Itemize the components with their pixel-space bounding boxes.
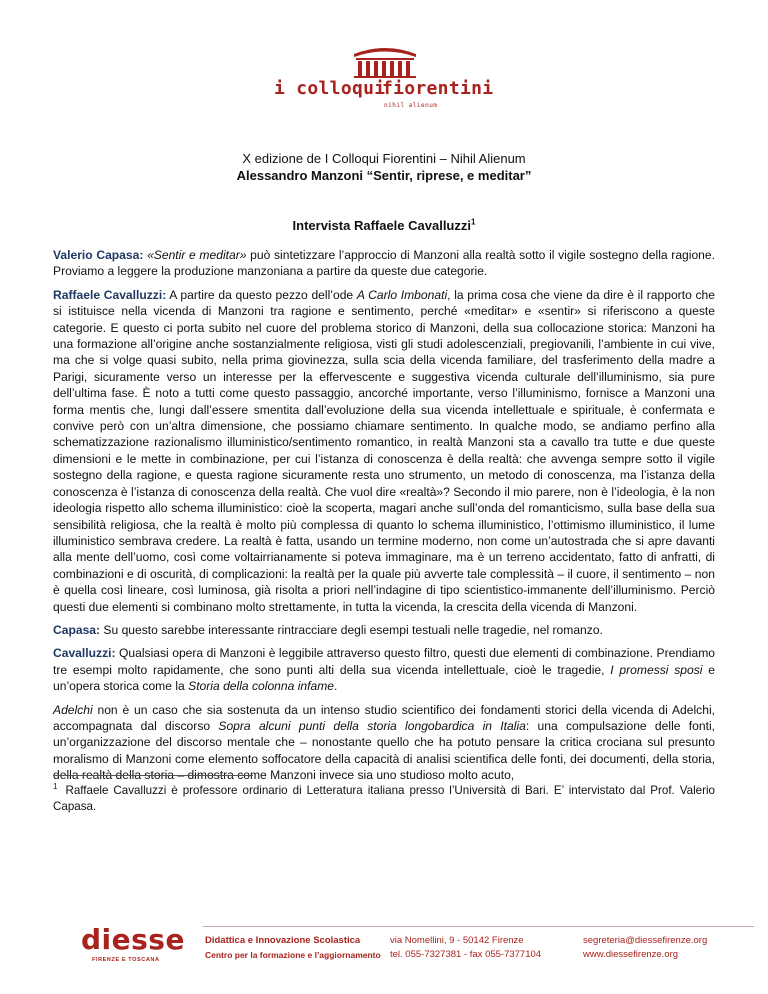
paragraph-4 bbox=[53, 645, 715, 694]
interview-heading-text: Intervista Raffaele Cavalluzzi bbox=[292, 218, 471, 233]
paragraph-2 bbox=[53, 287, 715, 615]
emphasis: Adelchi bbox=[53, 702, 93, 717]
footnote bbox=[53, 783, 715, 815]
interview-body bbox=[53, 247, 715, 791]
speaker-label: Cavalluzzi: bbox=[53, 646, 116, 661]
header-logo bbox=[0, 36, 768, 116]
footer-org-desc: Centro per la formazione e l’aggiornamento bbox=[205, 950, 381, 960]
footer-org-name: Didattica e Innovazione Scolastica bbox=[205, 935, 361, 946]
diesse-logo: diesse bbox=[81, 923, 185, 956]
paragraph-5 bbox=[53, 702, 715, 784]
logo-text-left: i colloqui bbox=[274, 78, 386, 99]
footer-email-link[interactable]: segreteria@diessefirenze.org bbox=[583, 935, 708, 946]
speaker-label: Raffaele Cavalluzzi: bbox=[53, 287, 167, 302]
footer-organization bbox=[205, 934, 381, 962]
paragraph-text: Qualsiasi opera di Manzoni è leggibile attraverso questo filtro, questi due elementi di combinazione. Prendiamo tre esempi molto rapidamente, che sono punti alti della sua vicenda intellettuale, cioè le tragedie, bbox=[53, 646, 715, 677]
title-line-2: Alessandro Manzoni “Sentir, riprese, e meditar” bbox=[236, 168, 532, 183]
paragraph-1 bbox=[53, 247, 715, 280]
paragraph-text: non è un caso che sia sostenuta da un intenso studio scientifico dei fondamenti storici della vicenda di Adelchi, accompagnata dal discorso bbox=[53, 702, 715, 733]
footnote-number: 1 bbox=[53, 782, 58, 792]
interview-heading bbox=[0, 218, 768, 233]
logo-subtitle: nihil alienum bbox=[384, 102, 438, 109]
speaker-label: Capasa: bbox=[53, 622, 101, 637]
paragraph-text: Su questo sarebbe interessante rintracciare degli esempi testuali nelle tragedie, nel romanzo. bbox=[100, 622, 603, 637]
emphasis: I promessi sposi bbox=[610, 662, 703, 677]
paragraph-text: , la prima cosa che viene da dire è il rapporto che si istituisce nella vicenda di Manzoni tra ragione e sentimento, perché «meditar» e «sentir» si riferiscono a queste categorie. E questo ci porta subito nel cuore del problema storico di Manzoni, della sua collocazione storica: Manzoni ha una formazione all’origine anche sostanzialmente religiosa, visti gli studi adolescenziali, pregiovanili, l’ambiente in cui vive, ma che si volge quasi subito, nella prima giovinezza, sulla scia della vicenda familiare, del trasferimento della madre a Parigi, sicuramente verso un interesse per la effervescente e suggestiva vicenda culturale dell’illuminismo, sia pure dell’ultima fase. È noto a tutti come questo passaggio, ancorché importante, verso l’illuminismo, fornisce a Manzoni una forma mentis che, lungi dall’essere smentita dall’evoluzione della sua vicenda intellettuale e spirituale, è confermata e convive però con un’altra dimensione, che possiamo chiamare sentimento. In qualche modo, se andiamo perfino alla schematizzazione razionalismo illuministico/sentimento romantico, in realtà Manzoni sta a cavallo tra tutte e due queste dimensioni e le mette in combinazione, per cui l’istanza di conoscenza è della realtà: che avvenga sempre sotto il vigile sostegno della ragione, e questa ragione sicuramente resta uno strumento, un metodo di conoscenza, ma l’istanza della conoscenza è l’istanza di conoscenza della realtà. Che vuol dire «realtà»? Secondo il mio parere, non è l’ideologia, è la non ideologia rispetto allo schema illuministico: cioè la scoperta, magari anche sull’onda del romanticismo, sulla base della sua sensibilità religiosa, che la realtà è molto più complessa di quanto lo schema illuministico, l’ottimismo illuministico, il lume illuministico sembrava credere. La realtà è fatta, usando un termine moderno, non come un’autostrada che si apre davanti alla mente dell’uomo, così come voltairrianamente si poteva immaginare, ma è un terreno accidentato, fatto di anfratti, di combinazioni e di oscurità, di complicazioni: la realtà per la quale più avverte tale complessità – il cuore, il sentimento – non è quella così lineare, così luminosa, già risolta a priori nell’indagine di tipo scientistico-immanente dell’illuminismo. Perciò questi due elementi si combinano molto strettamente, in tutta la vicenda, la crescita della vicenda di Manzoni. bbox=[53, 287, 715, 614]
footnote-divider bbox=[53, 775, 253, 776]
footer-street: via Nomellini, 9 - 50142 Firenze bbox=[390, 935, 524, 946]
footer-address bbox=[390, 934, 541, 962]
footnote-ref: 1 bbox=[471, 217, 476, 227]
footer-website-link[interactable]: www.diessefirenze.org bbox=[583, 949, 679, 960]
document-title bbox=[0, 150, 768, 184]
paragraph-text: . bbox=[334, 679, 338, 694]
footer-divider bbox=[203, 926, 754, 927]
logo-text-right: fiorentini bbox=[382, 78, 494, 99]
paragraph-3 bbox=[53, 622, 715, 638]
title-line-1: X edizione de I Colloqui Fiorentini – Nihil Alienum bbox=[242, 151, 526, 166]
emphasis: Sopra alcuni punti della storia longobardica in Italia bbox=[218, 718, 526, 733]
emphasis: A Carlo Imbonati bbox=[356, 287, 448, 302]
paragraph-text: e un’opera storica come la bbox=[53, 662, 716, 694]
emphasis: Storia della colonna infame bbox=[188, 679, 335, 694]
footer-phone: tel. 055-7327381 - fax 055-7377104 bbox=[390, 949, 542, 960]
colonnade-logo-icon bbox=[352, 44, 418, 78]
paragraph-text: A partire da questo pezzo dell’ode bbox=[166, 287, 357, 302]
paragraph-text: : una compulsazione delle fonti, un’organizzazione del discorso mentale che – nonostante quello che ha potuto pensare la critica crociana sul presunto moralismo di Manzoni come elemento soffocatore della capacità di analisi scientifica delle fonti, dei documenti, della storia, della realtà della storia – dimostra come Manzoni invece sia uno studioso molto acuto, bbox=[53, 718, 715, 783]
footer-contacts bbox=[583, 934, 707, 962]
paragraph-text: può sintetizzare l’approccio di Manzoni alla realtà sotto il vigile sostegno della ragione. Proviamo a leggere la produzione manzoniana a partire da queste due categorie. bbox=[53, 248, 715, 279]
speaker-label: Valerio Capasa: bbox=[53, 248, 144, 262]
emphasis: «Sentir e meditar» bbox=[147, 248, 247, 262]
footnote-text: Raffaele Cavalluzzi è professore ordinario di Letteratura italiana presso l’Università di Bari. E’ intervistato dal Prof. Valerio Capasa. bbox=[53, 784, 715, 813]
diesse-logo-subtitle: FIRENZE E TOSCANA bbox=[92, 957, 160, 963]
